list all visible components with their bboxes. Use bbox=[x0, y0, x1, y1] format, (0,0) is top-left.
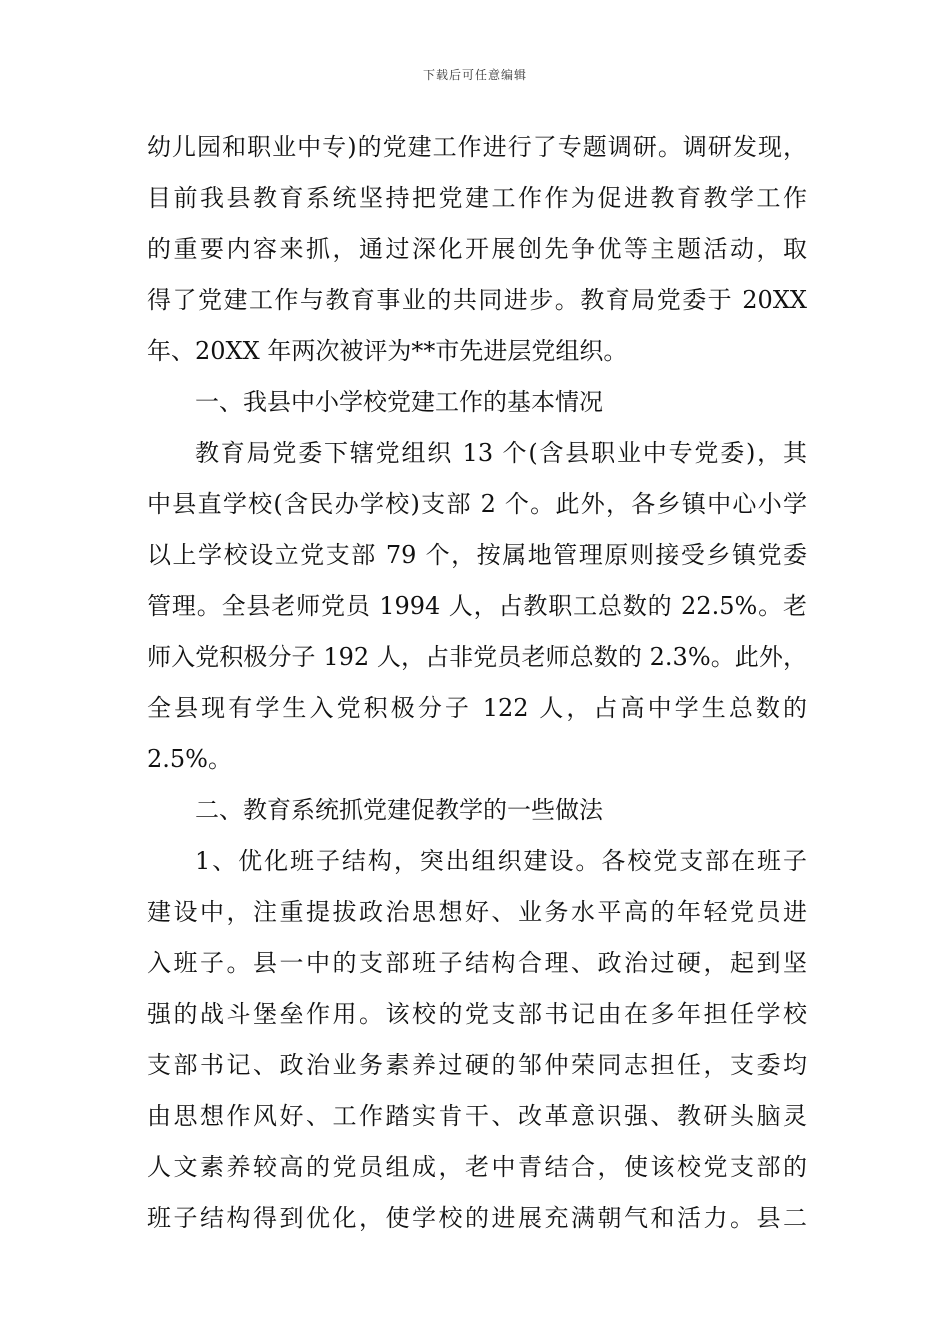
text-line: 2.5%。 bbox=[147, 745, 232, 773]
text-line: 入班子。县一中的支部班子结构合理、政治过硬，起到坚 bbox=[147, 949, 807, 977]
text-line: 师入党积极分子 192 人，占非党员老师总数的 2.3%。此外， bbox=[147, 643, 807, 671]
text-line: 幼儿园和职业中专)的党建工作进行了专题调研。调研发现， bbox=[147, 133, 807, 161]
text-line: 目前我县教育系统坚持把党建工作作为促进教育教学工作 bbox=[147, 184, 807, 212]
text-line: 支部书记、政治业务素养过硬的邹仲荣同志担任，支委均 bbox=[147, 1051, 807, 1079]
text-line: 班子结构得到优化，使学校的进展充满朝气和活力。县二 bbox=[147, 1204, 807, 1232]
text-line: 中县直学校(含民办学校)支部 2 个。此外，各乡镇中心小学 bbox=[147, 490, 807, 518]
text-line: 建设中，注重提拔政治思想好、业务水平高的年轻党员进 bbox=[147, 898, 807, 926]
text-line: 全县现有学生入党积极分子 122 人，占高中学生总数的 bbox=[147, 694, 807, 722]
text-line: 教育局党委下辖党组织 13 个(含县职业中专党委)，其 bbox=[195, 439, 807, 467]
text-line: 强的战斗堡垒作用。该校的党支部书记由在多年担任学校 bbox=[147, 1000, 807, 1028]
page-header-note: 下载后可任意编辑 bbox=[422, 68, 527, 82]
document-body bbox=[147, 122, 807, 1244]
text-line: 的重要内容来抓，通过深化开展创先争优等主题活动，取 bbox=[147, 235, 807, 263]
text-line: 年、20XX 年两次被评为**市先进层党组织。 bbox=[147, 337, 628, 365]
text-line: 以上学校设立党支部 79 个，按属地管理原则接受乡镇党委 bbox=[147, 541, 807, 569]
text-line: 1、优化班子结构，突出组织建设。各校党支部在班子 bbox=[195, 847, 807, 875]
text-line: 人文素养较高的党员组成，老中青结合，使该校党支部的 bbox=[147, 1153, 807, 1181]
text-line: 管理。全县老师党员 1994 人，占教职工总数的 22.5%。老 bbox=[147, 592, 807, 620]
text-line: 由思想作风好、工作踏实肯干、改革意识强、教研头脑灵 bbox=[147, 1102, 807, 1130]
section-heading: 二、教育系统抓党建促教学的一些做法 bbox=[195, 796, 603, 824]
section-heading: 一、我县中小学校党建工作的基本情况 bbox=[195, 388, 603, 416]
text-line: 得了党建工作与教育事业的共同进步。教育局党委于 20XX bbox=[147, 286, 807, 314]
